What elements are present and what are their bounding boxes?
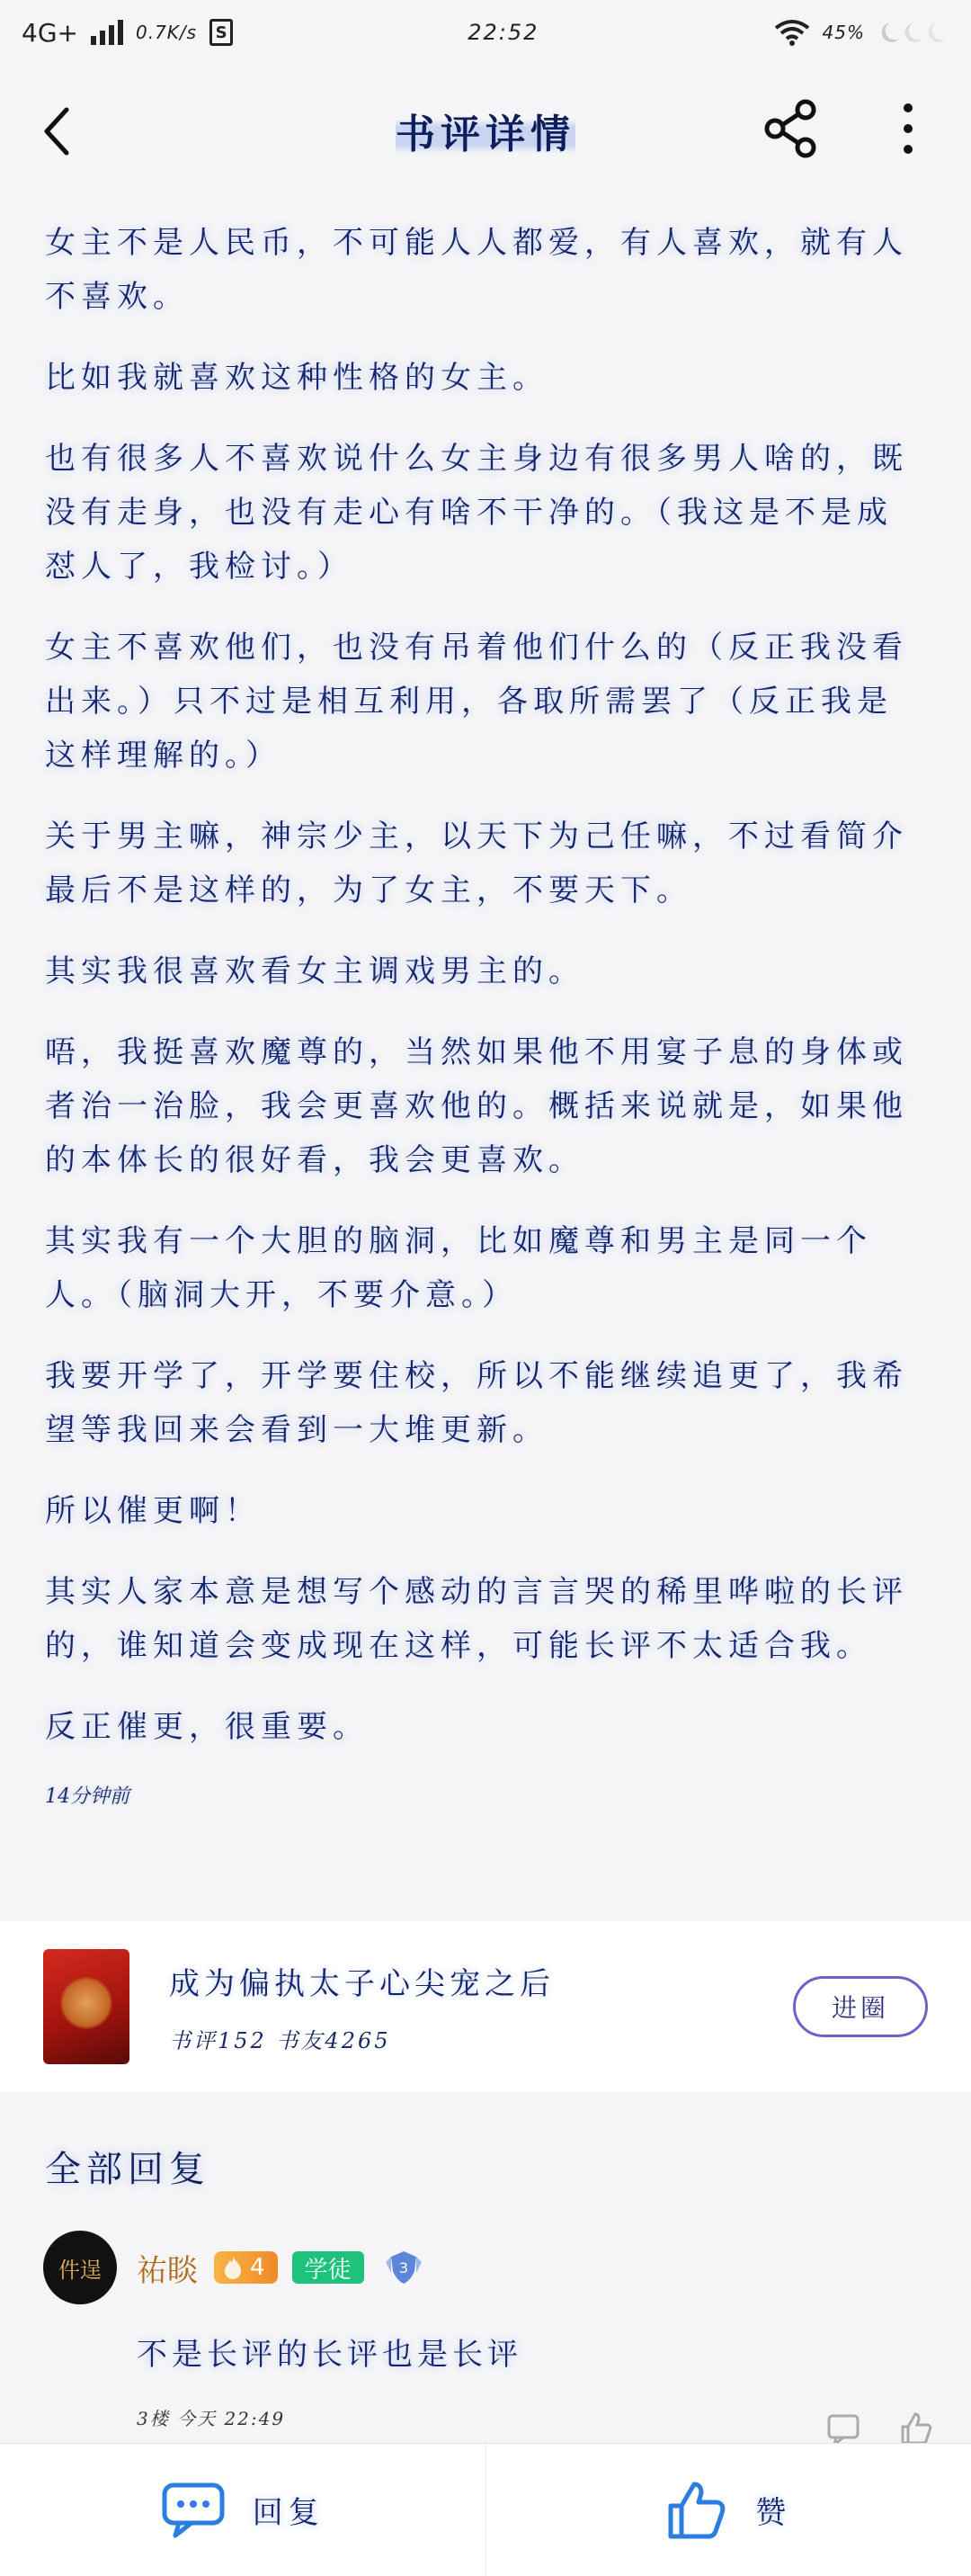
flame-icon [221,2255,245,2280]
book-title[interactable]: 成为偏执太子心尖宠之后 [169,1966,555,2002]
reply-meta: 3楼 今天 22:49 [137,2408,286,2429]
review-paragraph: 也有很多人不喜欢说什么女主身边有很多男人啥的，既没有走身，也没有走心有啥不干净的。（我这是不是成怼人了，我检讨。） [45,441,908,585]
more-vertical-icon[interactable] [890,99,926,158]
status-right [774,19,949,46]
book-card[interactable] [0,1921,971,2092]
book-cover-image[interactable] [43,1949,129,2064]
review-paragraph: 反正催更，很重要。 [45,1709,369,1745]
book-stats: 书评152 书友4265 [169,2028,391,2053]
review-paragraph: 其实人家本意是想写个感动的言言哭的稀里哗啦的长评的，谁知道会变成现在这样，可能长评不太适合我。 [45,1574,908,1664]
chat-bubble-icon [161,2482,226,2539]
status-left [22,18,233,48]
review-paragraph: 女主不是人民币，不可能人人都爱，有人喜欢，就有人不喜欢。 [45,225,908,315]
review-paragraph: 所以催更啊！ [45,1493,261,1529]
sim-icon: S [209,19,233,46]
clock: 22:52 [468,20,539,45]
review-paragraph: 关于男主嘛，神宗少主，以天下为己任嘛，不过看简介最后不是这样的，为了女主，不要天下。 [45,818,908,908]
battery-level: 45% [822,22,865,43]
level-badge [214,2251,278,2284]
like-button-label: 赞 [755,2495,792,2531]
review-paragraph: 比如我就喜欢这种性格的女主。 [45,360,548,396]
signal-icon [91,20,123,45]
reply-actions [825,2411,933,2446]
enter-circle-button[interactable]: 进圈 [793,1976,928,2037]
share-icon[interactable] [762,99,822,158]
reply-button-label: 回复 [252,2495,325,2531]
network-speed: 0.7K/s [135,22,198,43]
top-navigation [0,72,971,189]
book-info [169,1959,793,2054]
review-paragraph: 女主不喜欢他们，也没有吊着他们什么的（反正我没看出来。）只不过是相互利用，各取所需罢了（反正我是这样理解的。） [45,630,908,774]
rank-number: 3 [398,2259,408,2276]
reply-header [43,2231,933,2304]
bottom-action-bar [0,2443,971,2576]
back-arrow-icon[interactable] [36,104,81,158]
thumbs-up-icon [665,2479,728,2542]
status-bar [0,0,971,65]
avatar[interactable]: 件逞 [43,2231,117,2304]
review-paragraph: 我要开学了，开学要住校，所以不能继续追更了，我希望等我回来会看到一大堆更新。 [45,1358,908,1448]
shield-rank-icon [384,2250,423,2285]
thumbs-up-icon[interactable] [897,2411,933,2446]
level-number: 4 [250,2254,265,2281]
review-paragraph: 其实我很喜欢看女主调戏男主的。 [45,953,584,989]
moon-icon [877,19,949,46]
review-paragraph: 其实我有一个大胆的脑洞，比如魔尊和男主是同一个人。（脑洞大开，不要介意。） [45,1223,872,1313]
page-title: 书评详情 [396,102,575,159]
replies-section-title: 全部回复 [45,2149,210,2190]
review-paragraph: 唔，我挺喜欢魔尊的，当然如果他不用宴子息的身体或者治一治脸，我会更喜欢他的。概括来说就是，如果他的本体长的很好看，我会更喜欢。 [45,1034,908,1178]
reply-item [43,2231,933,2430]
network-type: 4G+ [22,17,78,48]
role-badge: 学徒 [292,2251,364,2284]
reply-button[interactable] [0,2444,486,2576]
reply-text: 不是长评的长评也是长评 [137,2337,522,2373]
review-timestamp: 14分钟前 [45,1785,129,1808]
review-content [45,216,926,1809]
wifi-icon [774,19,810,46]
reply-username[interactable]: 祐睒 [137,2252,198,2289]
like-button[interactable] [486,2444,971,2576]
comment-icon[interactable] [825,2411,861,2446]
